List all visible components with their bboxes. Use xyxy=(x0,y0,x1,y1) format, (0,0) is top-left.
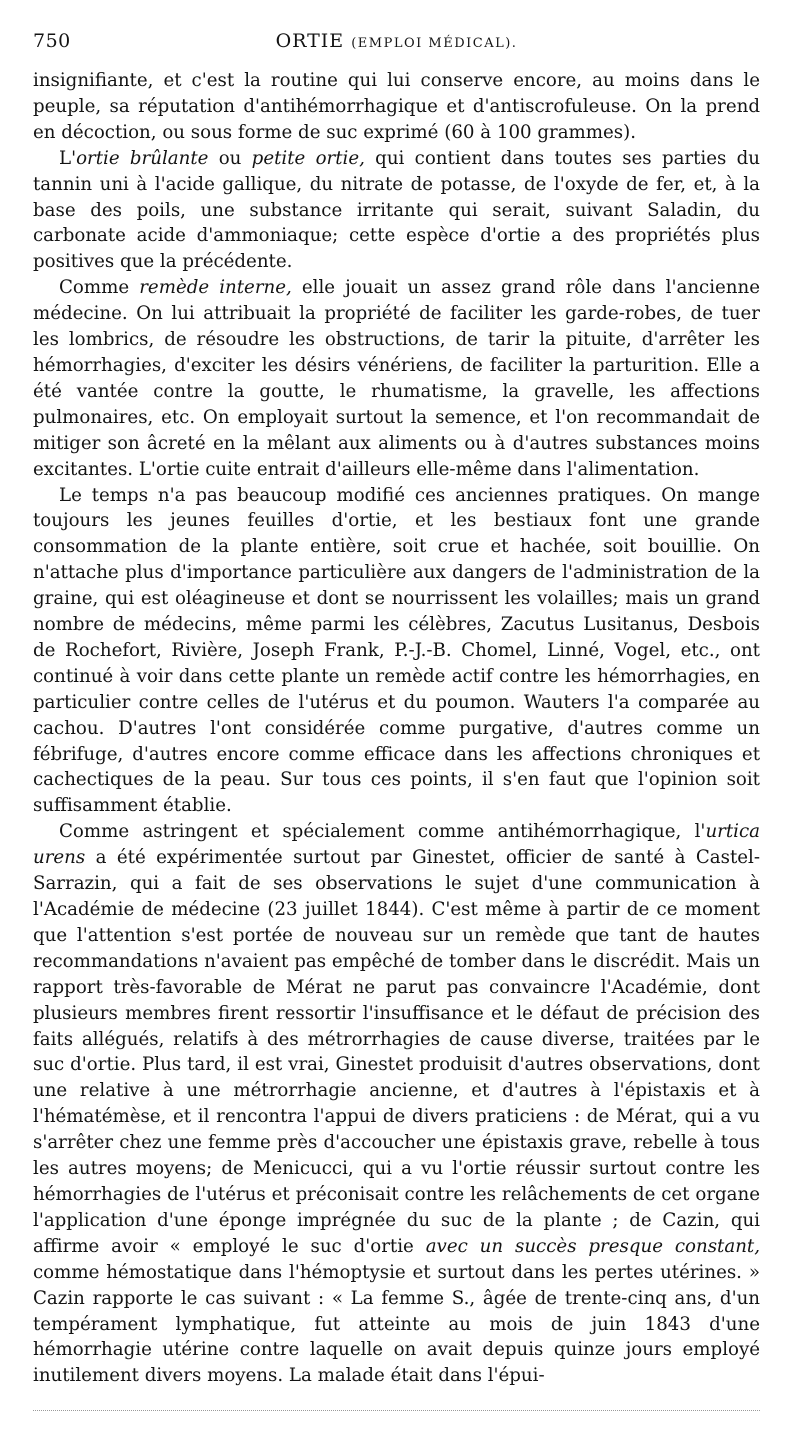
paragraph xyxy=(33,819,760,1389)
text-segment: ou xyxy=(208,147,252,169)
text-segment: elle jouait un assez grand rôle dans l'ancienne médecine. On lui attribuait la propriété de faciliter les garde-robes, de tuer les lombrics, de résoudre les obstructions, de tarir la pituite, d'arrêter les hémorrhagies, d'exciter les désirs vénériens, de faciliter la parturition. Elle a été vantée contre la goutte, le rhumatisme, la gravelle, les affections pulmonaires, etc. On employait surtout la semence, et l'on recommandait de mitiger son âcreté en la mêlant aux aliments ou à d'autres substances moins excitantes. L'ortie cuite entrait d'ailleurs elle-même dans l'alimentation. xyxy=(33,277,760,480)
paragraph xyxy=(33,146,760,276)
paragraph xyxy=(33,275,760,482)
text-segment: Comme xyxy=(59,277,140,299)
body-text xyxy=(33,68,760,1389)
running-title xyxy=(33,30,760,52)
italic-text: urtica urens xyxy=(33,821,760,869)
italic-text: ortie brûlante xyxy=(76,147,209,169)
running-title-subtitle: (EMPLOI MÉDICAL). xyxy=(351,36,518,51)
text-segment: Le temps n'a pas beaucoup modifié ces anciennes pratiques. On mange toujours les jeunes feuilles d'ortie, et les bestiaux font une grande consommation de la plante entière, soit crue et hachée, soit bouillie. On n'attache plus d'importance particulière aux dangers de l'administration de la graine, qui est oléagineuse et dont se nourrissent les volailles; mais un grand nombre de médecins, même parmi les célèbres, Zacutus Lusitanus, Desbois de Rochefort, Rivière, Joseph Frank, P.-J.-B. Chomel, Linné, Vogel, etc., ont continué à voir dans cette plante un remède actif contre les hémorrhagies, en particulier contre celles de l'utérus et du poumon. Wauters l'a comparée au cachou. D'autres l'ont considérée comme purgative, d'autres comme un fébrifuge, d'autres encore comme efficace dans les affections chroniques et cachectiques de la peau. Sur tous ces points, il s'en faut que l'opinion soit suffisamment établie. xyxy=(33,484,760,817)
text-segment: Comme astringent et spécialement comme antihémorrhagique, l' xyxy=(59,821,706,843)
paragraph xyxy=(33,68,760,146)
paragraph xyxy=(33,483,760,820)
text-segment: comme hémostatique dans l'hémoptysie et surtout dans les pertes utérines. » Cazin rapporte le cas suivant : « La femme S., âgée de trente-cinq ans, d'un tempérament lymphatique, fut atteinte au mois de juin 1843 d'une hémorrhagie utérine contre laquelle on avait depuis quinze jours employé inutilement divers moyens. La malade était dans l'épui- xyxy=(33,1261,760,1387)
italic-text: avec un succès presque constant, xyxy=(425,1235,761,1257)
page-number: 750 xyxy=(33,30,71,52)
italic-text: remède interne, xyxy=(139,277,292,299)
footer-rule xyxy=(33,1410,760,1411)
page-header xyxy=(33,26,760,60)
text-segment: a été expérimentée surtout par Ginestet, officier de santé à Castel-Sarrazin, qui a fait de ses observations le sujet d'une communication à l'Académie de médecine (23 juillet 1844). C'est même à partir de ce moment que l'attention s'est portée de nouveau sur un remède que tant de hautes recommandations n'avaient pas empêché de tomber dans le discrédit. Mais un rapport très-favorable de Mérat ne parut pas convaincre l'Académie, dont plusieurs membres firent ressortir l'insuffisance et le défaut de précision des faits allégués, relatifs à des métrorrhagies de cause diverse, traitées par le suc d'ortie. Plus tard, il est vrai, Ginestet produisit d'autres observations, dont une relative à une métrorrhagie ancienne, et d'autres à l'épistaxis et à l'hématémèse, et il rencontra l'appui de divers praticiens : de Mérat, qui a vu s'arrêter chez une femme près d'accoucher une épistaxis grave, rebelle à tous les autres moyens; de Menicucci, qui a vu l'ortie réussir surtout contre les hémorrhagies de l'utérus et préconisait contre les relâchements de cet organe l'application d'une éponge imprégnée du suc de la plante ; de Cazin, qui affirme avoir « employé le suc d'ortie xyxy=(33,847,760,1257)
text-segment: qui contient dans toutes ses parties du tannin uni à l'acide gallique, du nitrate de potasse, de l'oxyde de fer, et, à la base des poils, une substance irritante qui serait, suivant Saladin, du carbonate acide d'ammoniaque; cette espèce d'ortie a des propriétés plus positives que la précédente. xyxy=(33,147,760,273)
text-segment: L' xyxy=(59,147,77,169)
italic-text: petite ortie, xyxy=(251,147,365,169)
running-title-main: ORTIE xyxy=(275,30,345,52)
text-segment: insignifiante, et c'est la routine qui lui conserve encore, au moins dans le peuple, sa réputation d'antihémorrhagique et d'antiscrofuleuse. On la prend en décoction, ou sous forme de suc exprimé (60 à 100 grammes). xyxy=(33,70,760,143)
